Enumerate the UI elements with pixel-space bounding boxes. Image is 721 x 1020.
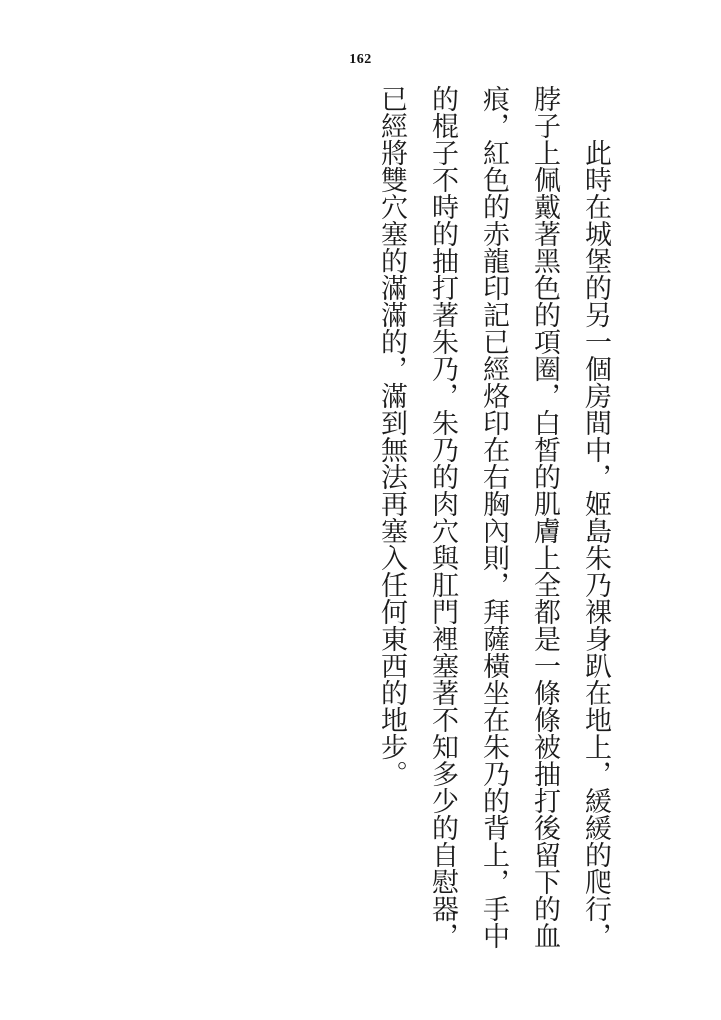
page-number: 162	[349, 52, 372, 67]
body-text-vertical: 此時在城堡的另一個房間中，姬島朱乃裸身趴在地上，緩緩的爬行，脖子上佩戴著黑色的項圈，白皙的肌膚上全都是一條條被抽打後留下的血痕，紅色的赤龍印記已經烙印在右胸內則，拜薩橫坐在朱乃的背上，手中的棍子不時的抽打著朱乃，朱乃的肉穴與肛門裡塞著不知多少的自慰器，已經將雙穴塞的滿滿的，滿到無法再塞入任何東西的地步。	[377, 85, 611, 949]
